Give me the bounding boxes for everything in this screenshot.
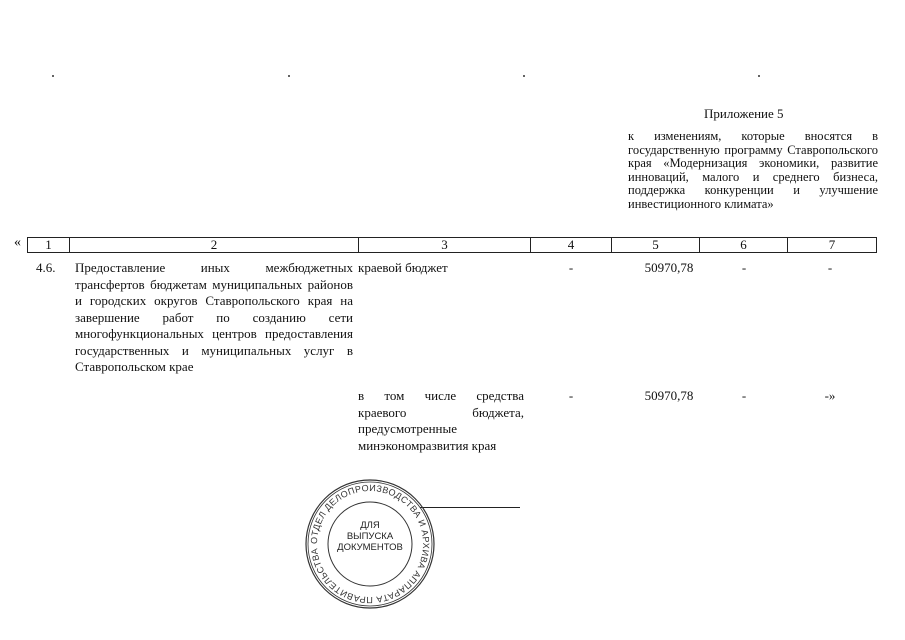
- stamp-line: ДЛЯ: [360, 520, 380, 531]
- table-header-row: [27, 237, 877, 253]
- cell-col-4: -: [568, 388, 574, 403]
- appendix-description: к изменениям, которые вносятся в государственную программу Ставропольского края «Модернизация экономики, развитие инноваций, малого и среднего бизнеса, поддержка конкуренции и улучшение инвестиционного климата»: [628, 129, 878, 211]
- row-description: Предоставление иных межбюджетных трансфертов бюджетам муниципальных районов и городских округов Ставропольского края на завершение работ по созданию сети многофункциональных центров предоставления государственных и муниципальных услуг в Ставропольском крае: [75, 260, 353, 374]
- header-col-4: 4: [531, 238, 612, 252]
- appendix-title: Приложение 5: [704, 106, 784, 121]
- header-col-5: 5: [612, 238, 700, 252]
- cell-col-6: -: [741, 260, 747, 275]
- official-stamp: [304, 478, 436, 610]
- cell-col-5: 50970,78: [644, 388, 694, 403]
- scan-dot: [523, 75, 525, 77]
- header-col-7: 7: [828, 237, 836, 252]
- cell-col-6: -: [741, 388, 747, 403]
- cell-col-4: -: [568, 260, 574, 275]
- cell-col-7: -»: [824, 388, 836, 403]
- opening-quote: «: [14, 235, 21, 250]
- scan-dot: [758, 75, 760, 77]
- scan-dot: [52, 75, 54, 77]
- header-col-2: 2: [70, 238, 359, 252]
- stamp-line: ДОКУМЕНТОВ: [337, 542, 403, 553]
- cell-col-5: 50970,78: [644, 260, 694, 275]
- scan-dot: [288, 75, 290, 77]
- funding-source-detail: в том числе средства краевого бюджета, предусмотренные минэкономразвития края: [358, 388, 524, 453]
- stamp-ring-text: ОТДЕЛ ДЕЛОПРОИЗВОДСТВА И АРХИВА АППАРАТА ПРАВИТЕЛЬСТВА: [308, 482, 432, 606]
- row-number: 4.6.: [36, 260, 56, 275]
- header-col-1: 1: [28, 238, 70, 252]
- cell-col-7: -: [827, 260, 833, 275]
- stamp-inner-text: [304, 520, 436, 553]
- funding-source: краевой бюджет: [358, 260, 448, 275]
- stamp-line: ВЫПУСКА: [346, 531, 394, 542]
- header-col-3: 3: [359, 238, 531, 252]
- header-col-6: 6: [700, 238, 788, 252]
